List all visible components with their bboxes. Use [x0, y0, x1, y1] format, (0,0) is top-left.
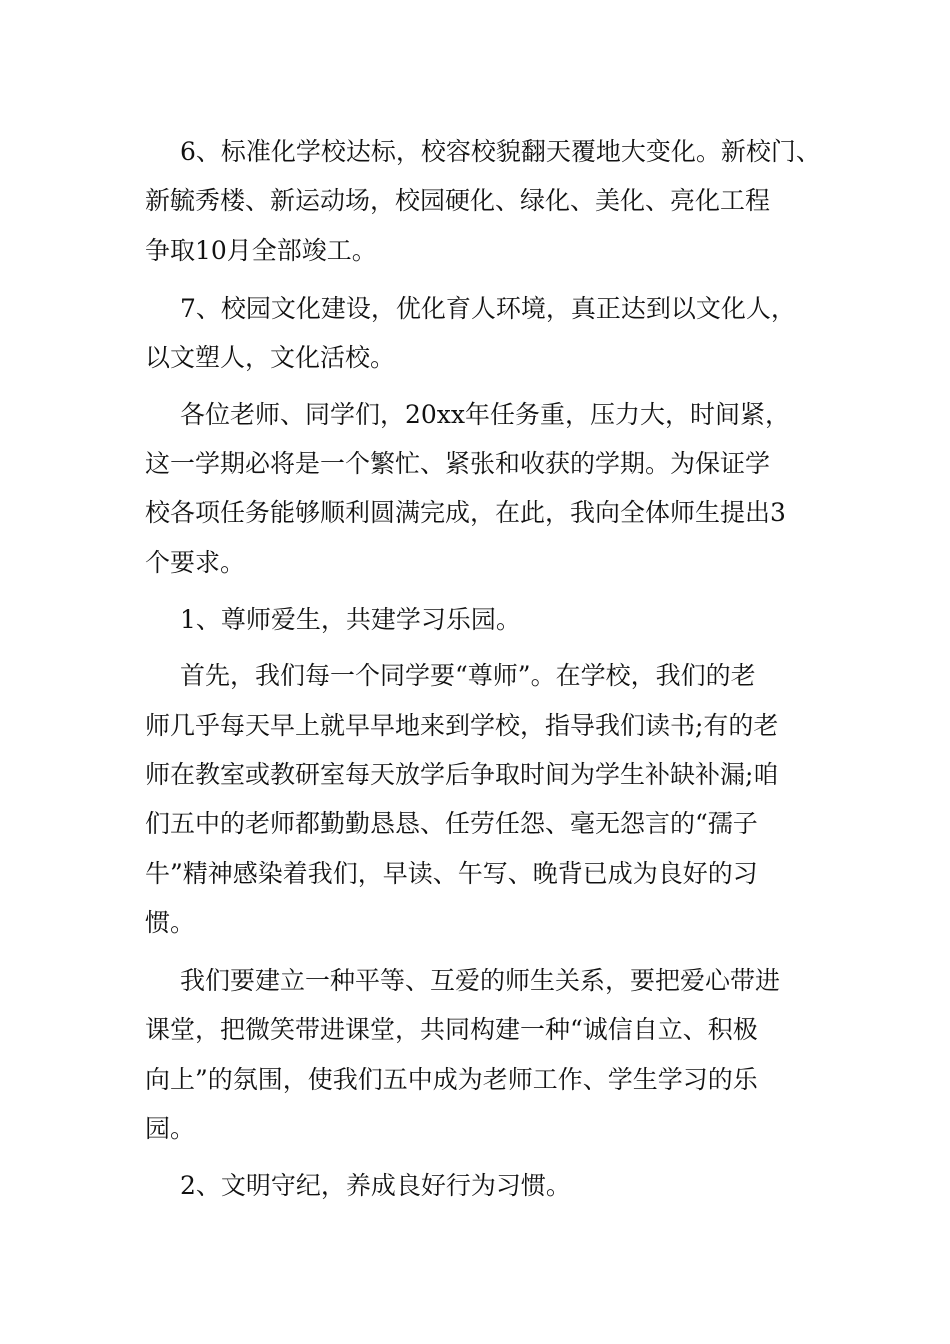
text-line-2: 新毓秀楼、新运动场，校园硬化、绿化、美化、亮化工程 [145, 186, 771, 215]
text-line-12: 师几乎每天早上就早早地来到学校，指导我们读书;有的老 [145, 711, 779, 740]
text-line-3: 争取10月全部竣工。 [145, 236, 377, 265]
text-line-10: 1、尊师爱生，共建学习乐园。 [180, 605, 521, 634]
text-line-6: 各位老师、同学们，20xx年任务重，压力大，时间紧， [180, 400, 791, 429]
text-line-20: 园。 [145, 1114, 196, 1143]
text-line-13: 师在教室或教研室每天放学后争取时间为学生补缺补漏;咱 [145, 760, 779, 789]
text-line-4: 7、校园文化建设，优化育人环境，真正达到以文化人， [180, 294, 796, 323]
text-line-1: 6、标准化学校达标，校容校貌翻天覆地大变化。新校门、 [180, 137, 821, 166]
text-line-19: 向上”的氛围，使我们五中成为老师工作、学生学习的乐 [145, 1065, 758, 1094]
text-line-5: 以文塑人，文化活校。 [145, 343, 396, 372]
text-line-15: 牛”精神感染着我们，早读、午写、晚背已成为良好的习 [145, 859, 758, 888]
text-line-7: 这一学期必将是一个繁忙、紧张和收获的学期。为保证学 [145, 449, 771, 478]
text-line-17: 我们要建立一种平等、互爱的师生关系，要把爱心带进 [180, 966, 781, 995]
text-line-14: 们五中的老师都勤勤恳恳、任劳任怨、毫无怨言的“孺子 [145, 809, 758, 838]
text-line-11: 首先，我们每一个同学要“尊师”。在学校，我们的老 [180, 661, 756, 690]
text-line-18: 课堂，把微笑带进课堂，共同构建一种“诚信自立、积极 [145, 1015, 758, 1044]
text-line-9: 个要求。 [145, 548, 246, 577]
text-line-16: 惯。 [145, 908, 196, 937]
text-line-8: 校各项任务能够顺利圆满完成，在此，我向全体师生提出3 [145, 498, 786, 527]
text-line-21: 2、文明守纪，养成良好行为习惯。 [180, 1171, 571, 1200]
